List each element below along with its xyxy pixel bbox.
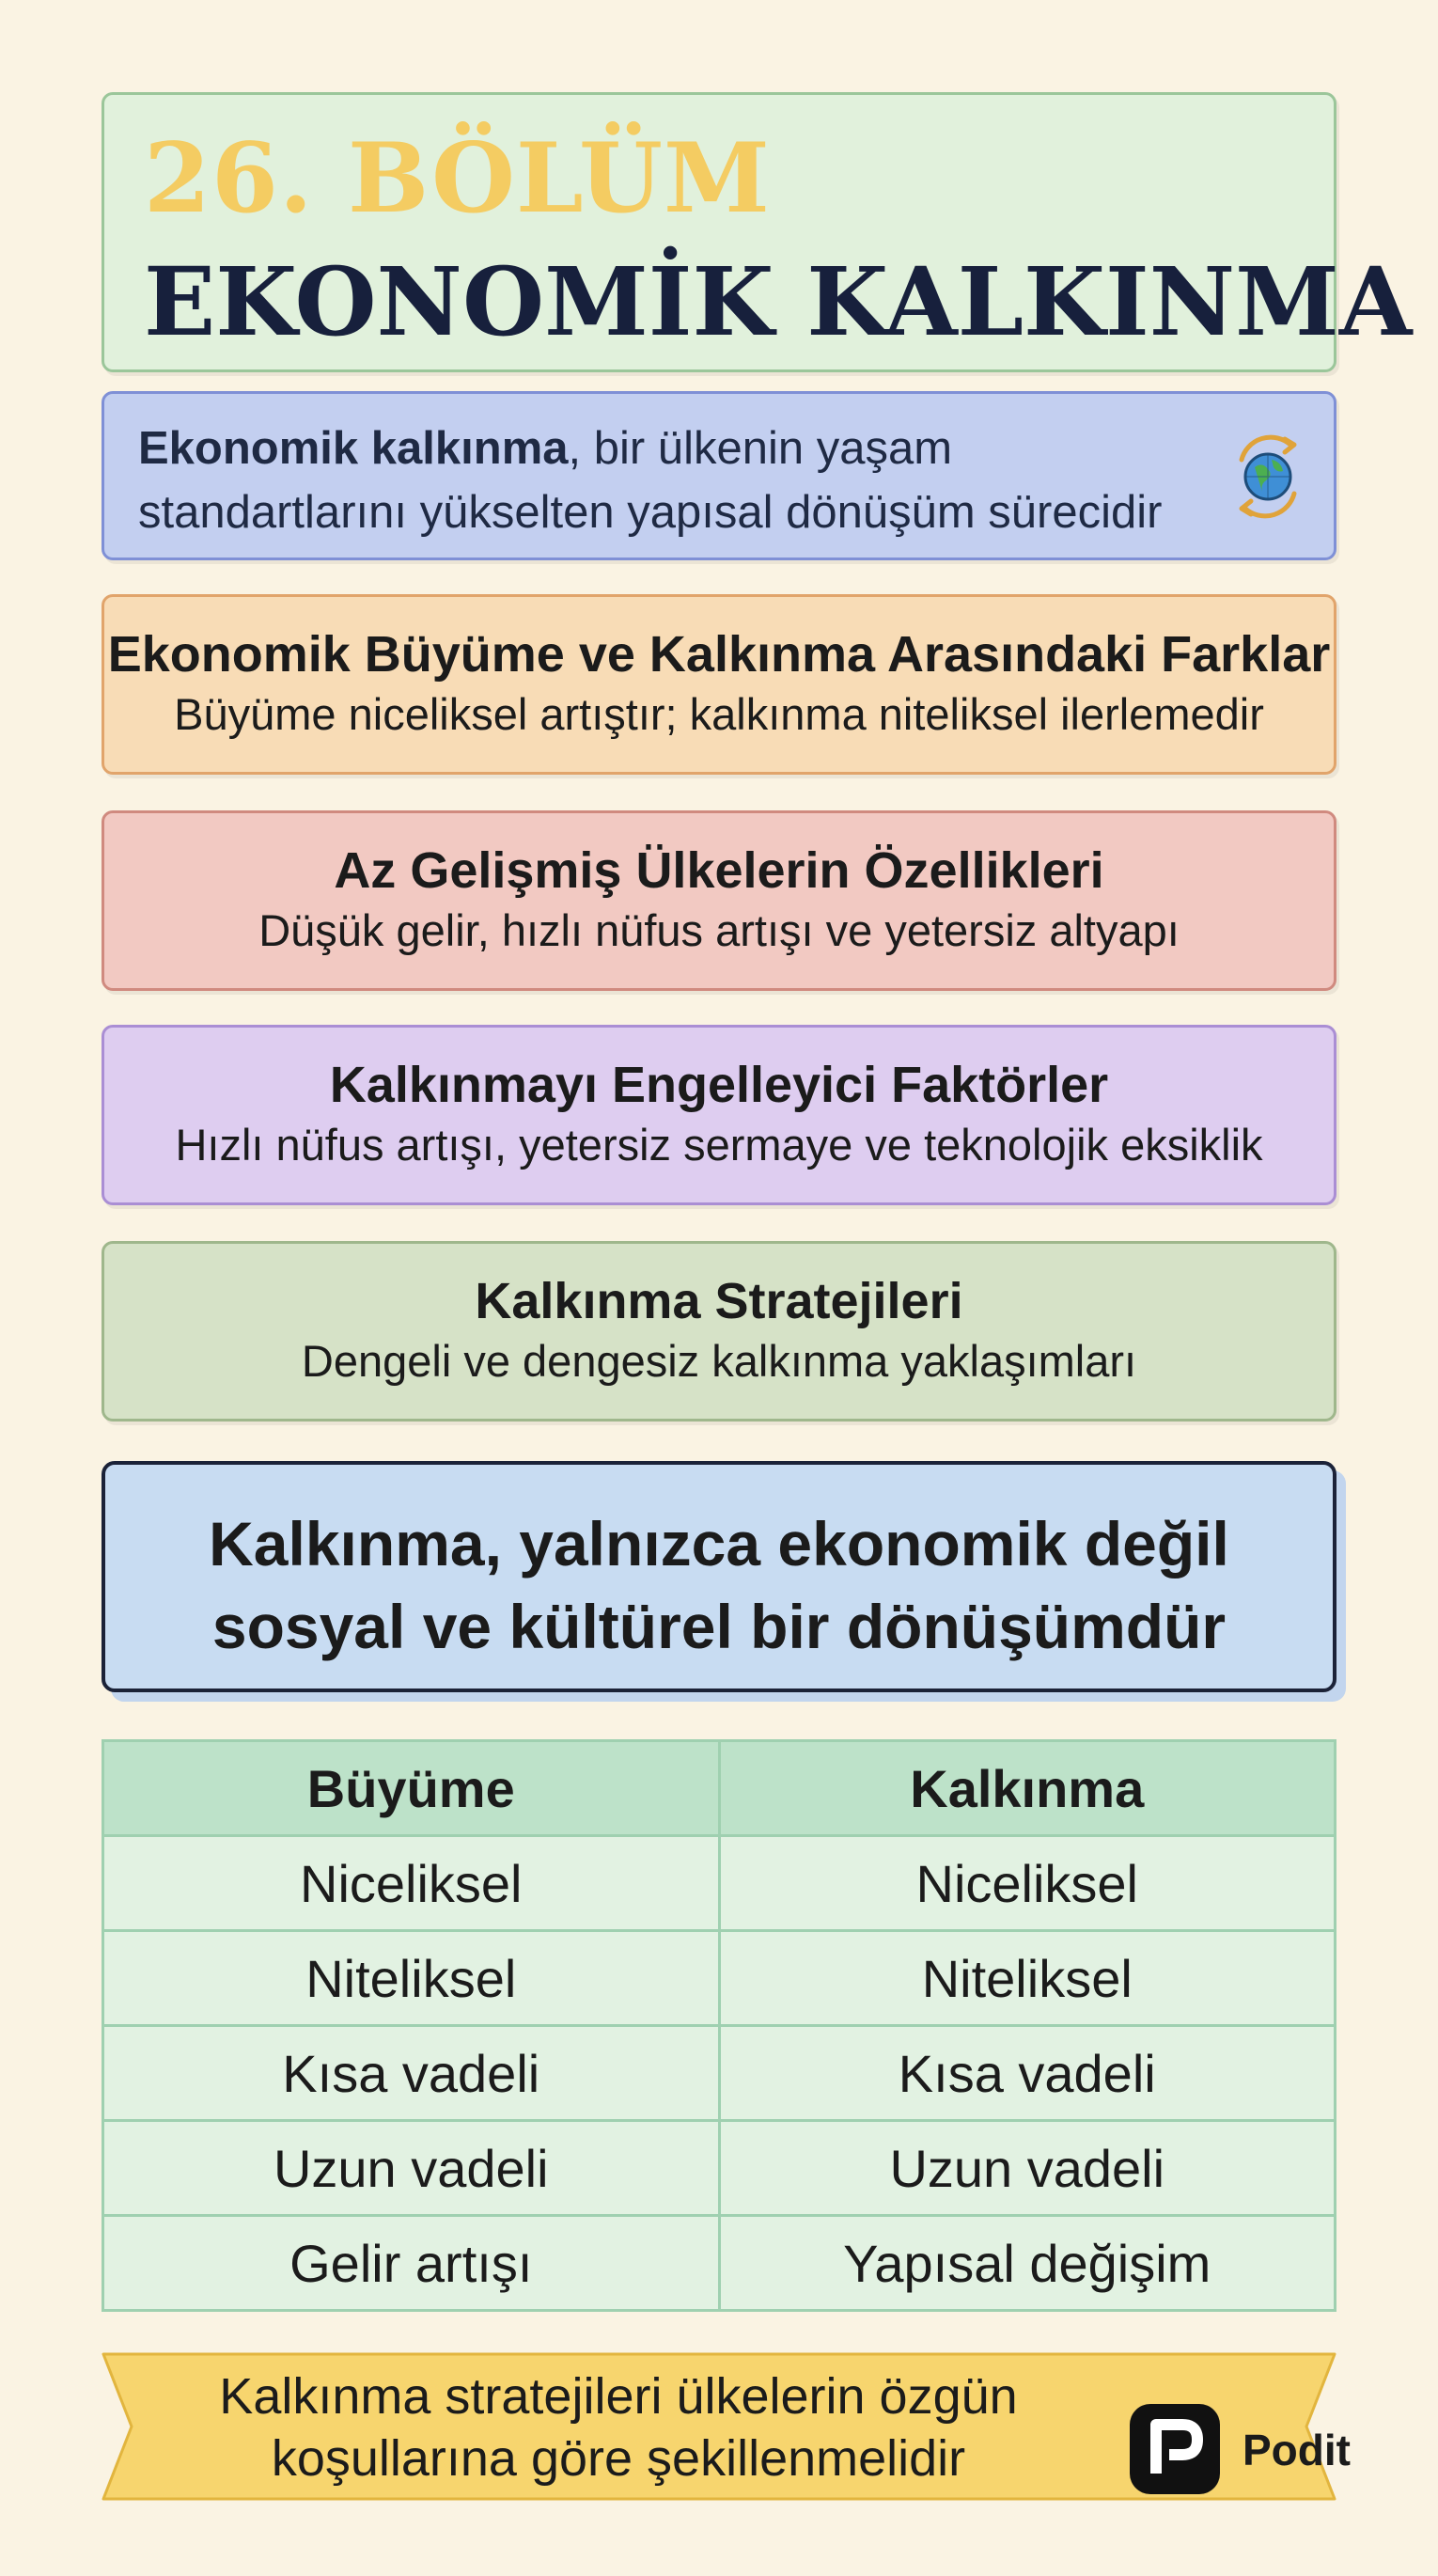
table-row <box>103 1836 1336 1931</box>
definition-line2: standartlarını yükselten yapısal dönüşüm sürecidir <box>138 487 1163 538</box>
column-header-growth: Büyüme <box>103 1741 720 1836</box>
topic-card-strategies <box>102 1241 1336 1422</box>
podit-logo-icon <box>1128 2402 1222 2496</box>
banner-line1: Kalkınma stratejileri ülkelerin özgün <box>219 2368 1018 2425</box>
table-header-row <box>103 1741 1336 1836</box>
table-cell: Gelir artışı <box>103 2216 720 2311</box>
topic-card-underdeveloped <box>102 810 1336 991</box>
table-cell: Uzun vadeli <box>103 2121 720 2216</box>
topic-title: Kalkınma Stratejileri <box>475 1273 963 1329</box>
quote-line1: Kalkınma, yalnızca ekonomik değil <box>209 1509 1229 1579</box>
definition-text <box>138 416 1247 544</box>
topic-card-differences <box>102 594 1336 775</box>
topic-subtitle: Büyüme niceliksel artıştır; kalkınma niteliksel ilerlemedir <box>174 689 1264 739</box>
table-cell: Yapısal değişim <box>719 2216 1336 2311</box>
page-title: EKONOMİK KALKINMA <box>144 246 1413 357</box>
topic-card-obstacles <box>102 1025 1336 1205</box>
banner-line2: koşullarına göre şekillenmelidir <box>271 2430 966 2487</box>
topic-title: Ekonomik Büyüme ve Kalkınma Arasındaki Farklar <box>107 626 1331 683</box>
brand-name: Podit <box>1243 2426 1351 2474</box>
definition-card <box>102 391 1336 560</box>
table-row <box>103 2121 1336 2216</box>
table-row <box>103 1931 1336 2026</box>
table-cell: Niteliksel <box>103 1931 720 2026</box>
topic-title: Kalkınmayı Engelleyici Faktörler <box>329 1057 1109 1113</box>
column-header-development: Kalkınma <box>719 1741 1336 1836</box>
table-cell: Niceliksel <box>103 1836 720 1931</box>
definition-line1: , bir ülkenin yaşam <box>568 423 953 474</box>
brand-watermark <box>1128 2402 1372 2496</box>
topic-subtitle: Dengeli ve dengesiz kalkınma yaklaşımları <box>301 1336 1137 1386</box>
table-cell: Uzun vadeli <box>719 2121 1336 2216</box>
definition-term: Ekonomik kalkınma <box>138 423 569 474</box>
table-row <box>103 2026 1336 2121</box>
quote-line2: sosyal ve kültürel bir dönüşümdür <box>211 1592 1227 1661</box>
banner-text <box>102 2365 1135 2490</box>
topic-subtitle: Düşük gelir, hızlı nüfus artışı ve yetersiz altyapı <box>258 905 1180 955</box>
table-cell: Niteliksel <box>719 1931 1336 2026</box>
title-card <box>102 92 1413 372</box>
table-cell: Kısa vadeli <box>103 2026 720 2121</box>
chapter-label: 26. BÖLÜM <box>144 122 771 235</box>
topic-subtitle: Hızlı nüfus artışı, yetersiz sermaye ve teknolojik eksiklik <box>175 1120 1263 1170</box>
globe-arrows-icon <box>1223 432 1313 522</box>
table-row <box>103 2216 1336 2311</box>
quote-card <box>102 1461 1336 1692</box>
comparison-table <box>102 1739 1336 2312</box>
table-cell: Kısa vadeli <box>719 2026 1336 2121</box>
table-cell: Niceliksel <box>719 1836 1336 1931</box>
topic-title: Az Gelişmiş Ülkelerin Özellikleri <box>334 842 1104 899</box>
